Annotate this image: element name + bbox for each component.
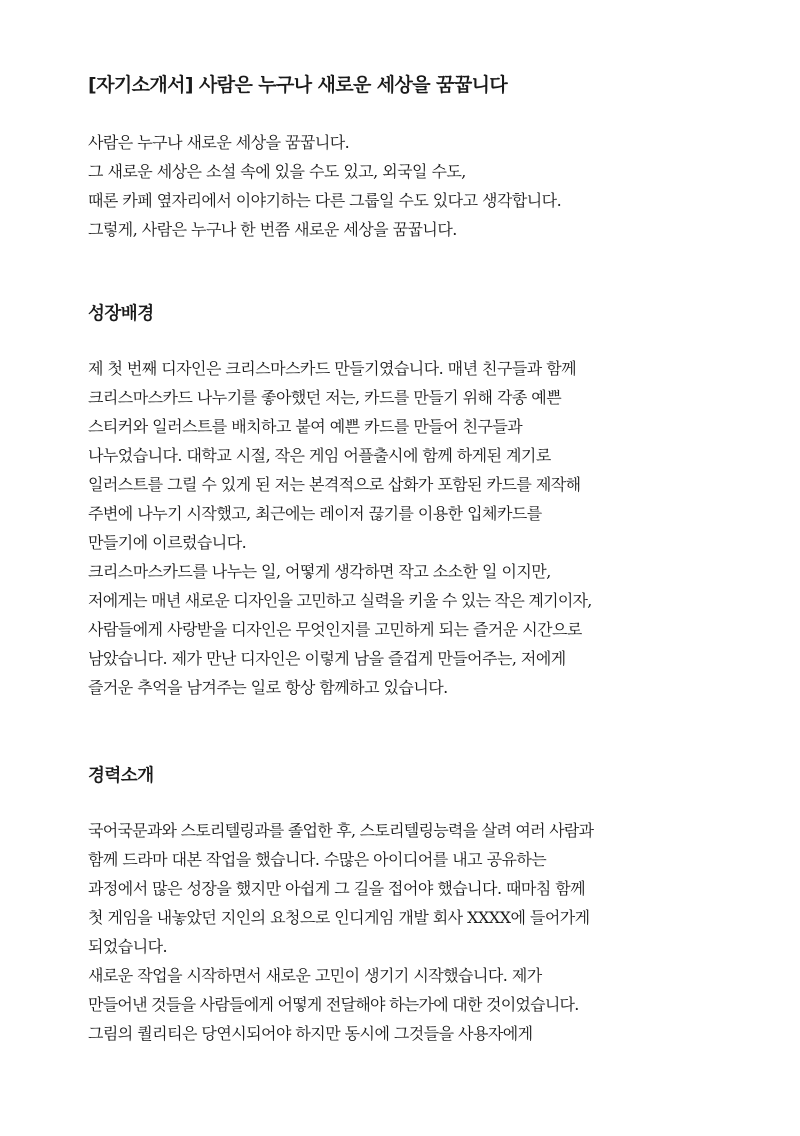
section-heading-background: 성장배경	[88, 304, 154, 324]
text-line: 크리스마스카드를 나누는 일, 어떻게 생각하면 작고 소소한 일 이지만,	[88, 562, 551, 581]
text-line: 그렇게, 사람은 누구나 한 번쯤 새로운 세상을 꿈꿉니다.	[88, 220, 457, 239]
text-line: 제 첫 번째 디자인은 크리스마스카드 만들기였습니다. 매년 친구들과 함께	[88, 359, 577, 378]
text-line: 만들어낸 것들을 사람들에게 어떻게 전달해야 하는가에 대한 것이었습니다.	[88, 995, 579, 1014]
text-line: 즐거운 추억을 남겨주는 일로 항상 함께하고 있습니다.	[88, 678, 448, 697]
section-body-career	[88, 816, 728, 1048]
text-line: 때론 카페 옆자리에서 이야기하는 다른 그룹일 수도 있다고 생각합니다.	[88, 191, 562, 210]
text-line: 새로운 작업을 시작하면서 새로운 고민이 생기기 시작했습니다. 제가	[88, 966, 542, 985]
section-body-background	[88, 354, 728, 702]
text-line: 저에게는 매년 새로운 디자인을 고민하고 실력을 키울 수 있는 작은 계기이자,	[88, 591, 592, 610]
text-line: 되었습니다.	[88, 937, 168, 956]
intro-paragraph	[88, 128, 728, 244]
text-line: 함께 드라마 대본 작업을 했습니다. 수많은 아이디어를 내고 공유하는	[88, 850, 547, 869]
text-line: 사람은 누구나 새로운 세상을 꿈꿉니다.	[88, 133, 350, 152]
text-line: 사람들에게 사랑받을 디자인은 무엇인지를 고민하게 되는 즐거운 시간으로	[88, 620, 582, 639]
text-line: 그 새로운 세상은 소설 속에 있을 수도 있고, 외국일 수도,	[88, 162, 466, 181]
text-line: 주변에 나누기 시작했고, 최근에는 레이저 끊기를 이용한 입체카드를	[88, 504, 542, 523]
text-line: 나누었습니다. 대학교 시절, 작은 게임 어플출시에 함께 하게된 계기로	[88, 446, 551, 465]
text-line: 과정에서 많은 성장을 했지만 아쉽게 그 길을 접어야 했습니다. 때마침 함께	[88, 879, 586, 898]
text-line: 만들기에 이르렀습니다.	[88, 533, 247, 552]
document-title: [자기소개서] 사람은 누구나 새로운 세상을 꿈꿉니다	[88, 74, 508, 96]
text-line: 남았습니다. 제가 만난 디자인은 이렇게 남을 즐겁게 만들어주는, 저에게	[88, 649, 566, 668]
section-heading-career: 경력소개	[88, 766, 154, 786]
text-line: 일러스트를 그릴 수 있게 된 저는 본격적으로 삽화가 포함된 카드를 제작해	[88, 475, 581, 494]
text-line: 크리스마스카드 나누기를 좋아했던 저는, 카드를 만들기 위해 각종 예쁜	[88, 388, 562, 407]
text-line: 스티커와 일러스트를 배치하고 붙여 예쁜 카드를 만들어 친구들과	[88, 417, 523, 436]
text-line: 그림의 퀄리티은 당연시되어야 하지만 동시에 그것들을 사용자에게	[88, 1024, 533, 1043]
text-line: 국어국문과와 스토리텔링과를 졸업한 후, 스토리텔링능력을 살려 여러 사람과	[88, 821, 594, 840]
text-line: 첫 게임을 내놓았던 지인의 요청으로 인디게임 개발 회사 XXXX에 들어가게	[88, 908, 590, 927]
